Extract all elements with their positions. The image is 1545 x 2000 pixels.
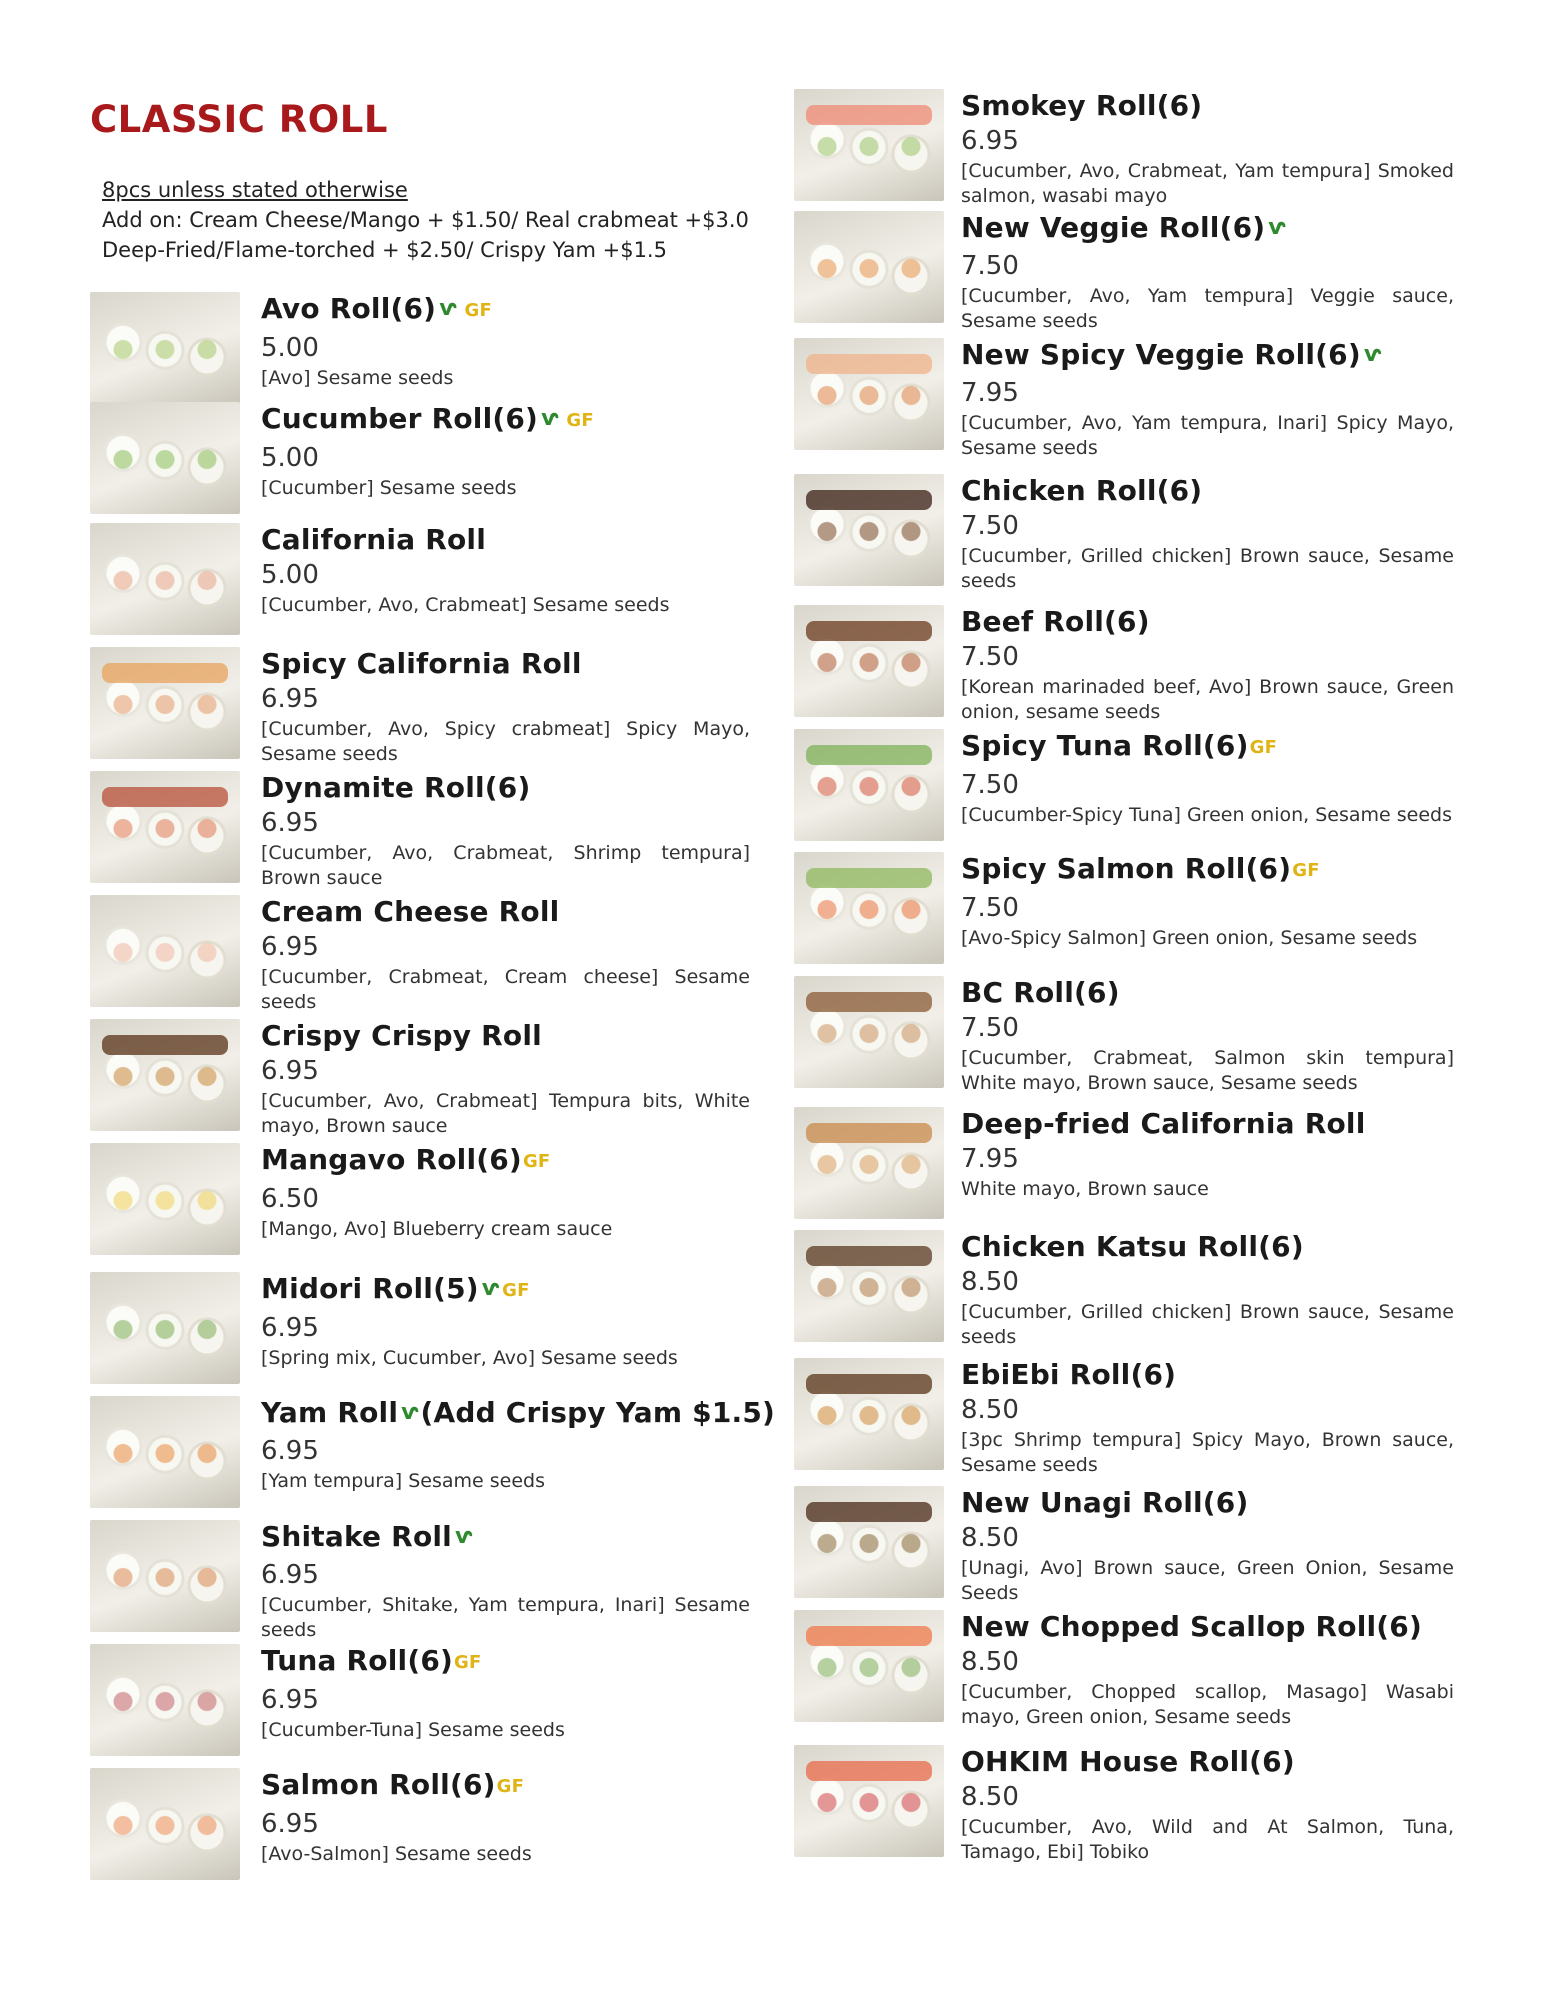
item-name: Tuna Roll(6) [261, 1644, 454, 1677]
item-description: [Cucumber, Grilled chicken] Brown sauce, Sesame seeds [961, 1301, 1454, 1348]
menu-item-new-chopped-scallop-roll [794, 1610, 1454, 1730]
menu-item-ebiebi-roll [794, 1358, 1454, 1478]
menu-item-smokey-roll [794, 89, 1454, 209]
item-name: Beef Roll(6) [961, 605, 1150, 638]
item-price: 8.50 [961, 1267, 1019, 1297]
item-description: [Cucumber, Avo, Crabmeat, Shrimp tempura] Brown sauce [261, 842, 750, 889]
item-name: OHKIM House Roll(6) [961, 1745, 1295, 1778]
item-description: [Cucumber-Spicy Tuna] Green onion, Sesame seeds [961, 804, 1452, 826]
item-name: Smokey Roll(6) [961, 89, 1203, 122]
item-price: 6.95 [261, 1685, 319, 1715]
item-name: New Veggie Roll(6) [961, 211, 1266, 244]
menu-item-chicken-roll [794, 474, 1454, 594]
menu-item-cream-cheese-roll [90, 895, 750, 1015]
item-name: Spicy Salmon Roll(6) [961, 852, 1292, 885]
menu-item-new-unagi-roll [794, 1486, 1454, 1606]
item-name-extra: (Add Crispy Yam $1.5) [420, 1396, 776, 1429]
spicy-tuna-roll-photo [794, 729, 944, 841]
item-name: Crispy Crispy Roll [261, 1019, 542, 1052]
california-roll-photo [90, 523, 240, 635]
item-price: 7.95 [961, 378, 1019, 408]
menu-item-avo-roll [90, 292, 750, 404]
vegan-icon: ⱱ [454, 1524, 473, 1549]
gluten-free-badge: GF [464, 300, 492, 321]
gluten-free-badge: GF [1249, 737, 1278, 758]
item-price: 8.50 [961, 1523, 1019, 1553]
item-price: 6.95 [261, 808, 319, 838]
gluten-free-badge: GF [454, 1652, 482, 1673]
item-name: Spicy Tuna Roll(6) [961, 729, 1249, 762]
menu-item-cucumber-roll [90, 402, 750, 514]
menu-item-tuna-roll [90, 1644, 750, 1756]
new-veggie-roll-photo [794, 211, 944, 323]
midori-roll-photo [90, 1272, 240, 1384]
item-price: 7.50 [961, 642, 1019, 672]
yam-roll-photo [90, 1396, 240, 1508]
new-unagi-roll-photo [794, 1486, 944, 1598]
item-price: 5.00 [261, 333, 319, 363]
chicken-roll-photo [794, 474, 944, 586]
spicy-california-roll-photo [90, 647, 240, 759]
item-description: [Cucumber, Avo, Crabmeat, Yam tempura] Smoked salmon, wasabi mayo [961, 160, 1454, 207]
gluten-free-badge: GF [502, 1280, 530, 1301]
menu-item-spicy-tuna-roll [794, 729, 1454, 841]
item-price: 6.95 [261, 932, 319, 962]
item-price: 7.50 [961, 1013, 1019, 1043]
shitake-roll-photo [90, 1520, 240, 1632]
menu-item-new-spicy-veggie-roll [794, 338, 1454, 461]
item-description: [Avo-Salmon] Sesame seeds [261, 1843, 532, 1865]
item-price: 7.50 [961, 770, 1019, 800]
item-description: [Cucumber, Crabmeat, Cream cheese] Sesame seeds [261, 966, 750, 1013]
item-name: EbiEbi Roll(6) [961, 1358, 1177, 1391]
salmon-roll-photo [90, 1768, 240, 1880]
addon-line-2: Deep-Fried/Flame-torched + $2.50/ Crispy Yam +$1.5 [102, 238, 667, 262]
item-description: [Mango, Avo] Blueberry cream sauce [261, 1218, 613, 1240]
item-name: Spicy California Roll [261, 647, 582, 680]
mangavo-roll-photo [90, 1143, 240, 1255]
page-title: CLASSIC ROLL [90, 98, 388, 141]
menu-item-crispy-crispy-roll [90, 1019, 750, 1139]
item-price: 5.00 [261, 443, 319, 473]
item-price: 7.95 [961, 1144, 1019, 1174]
item-price: 6.50 [261, 1184, 319, 1214]
smokey-roll-photo [794, 89, 944, 201]
item-name: Deep-fried California Roll [961, 1107, 1366, 1140]
menu-item-yam-roll [90, 1396, 776, 1508]
item-description: White mayo, Brown sauce [961, 1178, 1209, 1200]
item-description: [Cucumber, Shitake, Yam tempura, Inari] Sesame seeds [261, 1594, 750, 1641]
item-name: New Chopped Scallop Roll(6) [961, 1610, 1422, 1643]
item-price: 7.50 [961, 251, 1019, 281]
dynamite-roll-photo [90, 771, 240, 883]
chicken-katsu-roll-photo [794, 1230, 944, 1342]
menu-item-dynamite-roll [90, 771, 750, 891]
item-name: Cream Cheese Roll [261, 895, 560, 928]
cucumber-roll-photo [90, 402, 240, 514]
item-description: [Spring mix, Cucumber, Avo] Sesame seeds [261, 1347, 678, 1369]
item-price: 8.50 [961, 1782, 1019, 1812]
item-name: Shitake Roll [261, 1520, 452, 1553]
item-description: [Yam tempura] Sesame seeds [261, 1470, 546, 1492]
item-name: California Roll [261, 523, 487, 556]
item-name: Chicken Katsu Roll(6) [961, 1230, 1304, 1263]
vegan-icon: ⱱ [481, 1276, 500, 1301]
menu-item-spicy-california-roll [90, 647, 750, 767]
item-name: BC Roll(6) [961, 976, 1120, 1009]
gluten-free-badge: GF [496, 1776, 525, 1797]
item-description: [Korean marinaded beef, Avo] Brown sauce, Green onion, sesame seeds [961, 676, 1454, 723]
item-description: [Cucumber, Avo, Spicy crabmeat] Spicy Mayo, Sesame seeds [261, 718, 750, 765]
item-description: [Cucumber, Crabmeat, Salmon skin tempura] White mayo, Brown sauce, Sesame seeds [961, 1047, 1454, 1094]
menu-item-midori-roll [90, 1272, 750, 1384]
pieces-note: 8pcs unless stated otherwise [102, 178, 408, 202]
item-price: 8.50 [961, 1395, 1019, 1425]
item-description: [Cucumber, Avo, Yam tempura] Veggie sauce, Sesame seeds [961, 285, 1454, 332]
item-price: 6.95 [261, 684, 319, 714]
gluten-free-badge: GF [1292, 860, 1320, 881]
item-price: 6.95 [261, 1056, 319, 1086]
item-description: [Cucumber-Tuna] Sesame seeds [261, 1719, 565, 1741]
tuna-roll-photo [90, 1644, 240, 1756]
item-description: [Cucumber, Avo, Crabmeat] Tempura bits, White mayo, Brown sauce [261, 1090, 750, 1137]
item-description: [Avo-Spicy Salmon] Green onion, Sesame seeds [961, 927, 1418, 949]
gluten-free-badge: GF [522, 1151, 551, 1172]
spicy-salmon-roll-photo [794, 852, 944, 964]
gluten-free-badge: GF [566, 410, 594, 431]
item-description: [Unagi, Avo] Brown sauce, Green Onion, Sesame Seeds [961, 1557, 1454, 1604]
item-name: Yam Roll [261, 1396, 399, 1429]
item-price: 6.95 [261, 1809, 319, 1839]
menu-item-spicy-salmon-roll [794, 852, 1454, 964]
item-description: [Cucumber, Chopped scallop, Masago] Wasabi mayo, Green onion, Sesame seeds [961, 1681, 1454, 1728]
vegan-icon: ⱱ [401, 1400, 419, 1425]
item-price: 6.95 [261, 1436, 319, 1466]
menu-item-ohkim-house-roll [794, 1745, 1454, 1865]
item-name: New Unagi Roll(6) [961, 1486, 1249, 1519]
item-name: Salmon Roll(6) [261, 1768, 496, 1801]
menu-item-deep-fried-california-roll [794, 1107, 1454, 1219]
item-name: New Spicy Veggie Roll(6) [961, 338, 1361, 371]
deep-fried-california-roll-photo [794, 1107, 944, 1219]
item-description: [Avo] Sesame seeds [261, 367, 454, 389]
item-price: 5.00 [261, 560, 319, 590]
item-price: 7.50 [961, 511, 1019, 541]
item-description: [Cucumber, Avo, Crabmeat] Sesame seeds [261, 594, 670, 616]
item-description: [3pc Shrimp tempura] Spicy Mayo, Brown sauce, Sesame seeds [961, 1429, 1454, 1476]
item-description: [Cucumber, Avo, Yam tempura, Inari] Spicy Mayo, Sesame seeds [961, 412, 1454, 459]
item-name: Chicken Roll(6) [961, 474, 1203, 507]
ebiebi-roll-photo [794, 1358, 944, 1470]
item-name: Mangavo Roll(6) [261, 1143, 522, 1176]
item-price: 8.50 [961, 1647, 1019, 1677]
item-price: 6.95 [961, 126, 1019, 156]
vegan-icon: ⱱ [439, 296, 457, 321]
new-chopped-scallop-roll-photo [794, 1610, 944, 1722]
menu-item-new-veggie-roll [794, 211, 1454, 334]
menu-item-mangavo-roll [90, 1143, 750, 1255]
item-price: 7.50 [961, 893, 1019, 923]
menu-item-california-roll [90, 523, 750, 635]
item-price: 6.95 [261, 1560, 319, 1590]
vegan-icon: ⱱ [541, 406, 559, 431]
item-name: Midori Roll(5) [261, 1272, 479, 1305]
vegan-icon: ⱱ [1363, 342, 1382, 367]
item-name: Cucumber Roll(6) [261, 402, 539, 435]
cream-cheese-roll-photo [90, 895, 240, 1007]
vegan-icon: ⱱ [1268, 215, 1286, 240]
ohkim-house-roll-photo [794, 1745, 944, 1857]
item-description: [Cucumber] Sesame seeds [261, 477, 517, 499]
menu-item-salmon-roll [90, 1768, 750, 1880]
item-description: [Cucumber, Grilled chicken] Brown sauce, Sesame seeds [961, 545, 1454, 592]
menu-item-shitake-roll [90, 1520, 750, 1643]
addon-line-1: Add on: Cream Cheese/Mango + $1.50/ Real crabmeat +$3.0 [102, 208, 749, 232]
intro-notes [102, 175, 762, 265]
avo-roll-photo [90, 292, 240, 404]
menu-item-chicken-katsu-roll [794, 1230, 1454, 1350]
menu-item-bc-roll [794, 976, 1454, 1096]
beef-roll-photo [794, 605, 944, 717]
menu-item-beef-roll [794, 605, 1454, 725]
bc-roll-photo [794, 976, 944, 1088]
item-name: Dynamite Roll(6) [261, 771, 531, 804]
new-spicy-veggie-roll-photo [794, 338, 944, 450]
item-price: 6.95 [261, 1313, 319, 1343]
crispy-crispy-roll-photo [90, 1019, 240, 1131]
item-description: [Cucumber, Avo, Wild and At Salmon, Tuna, Tamago, Ebi] Tobiko [961, 1816, 1454, 1863]
item-name: Avo Roll(6) [261, 292, 437, 325]
